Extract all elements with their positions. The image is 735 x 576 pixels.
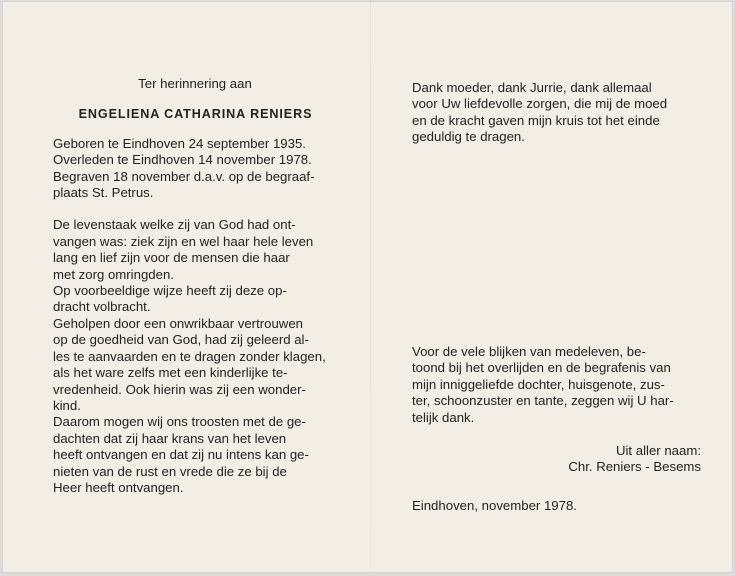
fact-line: Begraven 18 november d.a.v. op de begraaf- bbox=[53, 168, 315, 184]
fact-line: Overleden te Eindhoven 14 november 1978. bbox=[53, 152, 312, 168]
place-date: Eindhoven, november 1978. bbox=[412, 498, 577, 513]
poem-line: heeft ontvangen en dat zij nu intens kan ge- bbox=[53, 447, 309, 463]
poem-line: dachten dat zij haar krans van het leven bbox=[53, 430, 287, 446]
poem-line: nieten van de rust en vrede die ze bij de bbox=[53, 463, 287, 479]
thanks-line: mijn inniggeliefde dochter, huisgenote, zus- bbox=[412, 376, 665, 392]
card-fold bbox=[370, 2, 371, 572]
signature-name: Chr. Reniers - Besems bbox=[568, 459, 701, 475]
facts-block bbox=[53, 136, 333, 202]
thanks-line: telijk dank. bbox=[412, 409, 475, 425]
signature-label: Uit aller naam: bbox=[615, 443, 701, 459]
family-thanks bbox=[412, 80, 707, 146]
poem-line: vangen was: ziek zijn en wel haar hele leven bbox=[53, 233, 314, 249]
memorial-card bbox=[3, 2, 732, 572]
deceased-name: ENGELIENA CATHARINA RENIERS bbox=[78, 107, 313, 122]
poem-line: Op voorbeeldige wijze heeft zij deze op- bbox=[53, 283, 287, 299]
thanks-line: Voor de vele blijken van medeleven, be- bbox=[412, 344, 646, 359]
poem-block bbox=[53, 217, 333, 496]
memorial-heading: Ter herinnering aan bbox=[138, 76, 252, 91]
thanks-line: ter, schoonzuster en tante, zeggen wij U har- bbox=[412, 393, 674, 409]
poem-line: dracht volbracht. bbox=[53, 299, 151, 315]
left-panel bbox=[53, 76, 333, 496]
poem-line: kind. bbox=[53, 397, 81, 413]
fact-line: Geboren te Eindhoven 24 september 1935. bbox=[53, 135, 306, 151]
thanks-line: en de kracht gaven mijn kruis tot het einde bbox=[412, 112, 660, 128]
poem-line: met zorg omringden. bbox=[53, 266, 174, 282]
poem-line: lang en lief zijn voor de mensen die haar bbox=[53, 250, 290, 266]
poem-line: De levenstaak welke zij van God had ont- bbox=[53, 217, 296, 233]
thanks-line: Dank moeder, dank Jurrie, dank allemaal bbox=[412, 80, 652, 95]
fact-line: plaats St. Petrus. bbox=[53, 185, 154, 201]
poem-line: Geholpen door een onwrikbaar vertrouwen bbox=[53, 315, 303, 331]
poem-line: als het ware zelfs met een kinderlijke te- bbox=[53, 365, 288, 381]
poem-line: vredenheid. Ook hierin was zij een wonder- bbox=[53, 381, 306, 397]
poem-line: Heer heeft ontvangen. bbox=[53, 479, 184, 495]
thanks-line: toond bij het overlijden en de begrafenis van bbox=[412, 360, 671, 376]
thanks-line: geduldig te dragen. bbox=[412, 129, 525, 145]
thanks-line: voor Uw liefdevolle zorgen, die mij de moed bbox=[412, 96, 668, 112]
public-thanks bbox=[412, 344, 707, 476]
poem-line: op de goedheid van God, had zij geleerd al- bbox=[53, 332, 309, 348]
poem-line: Daarom mogen wij ons troosten met de ge- bbox=[53, 414, 306, 430]
poem-line: les te aanvaarden en te dragen zonder klagen, bbox=[53, 348, 326, 364]
